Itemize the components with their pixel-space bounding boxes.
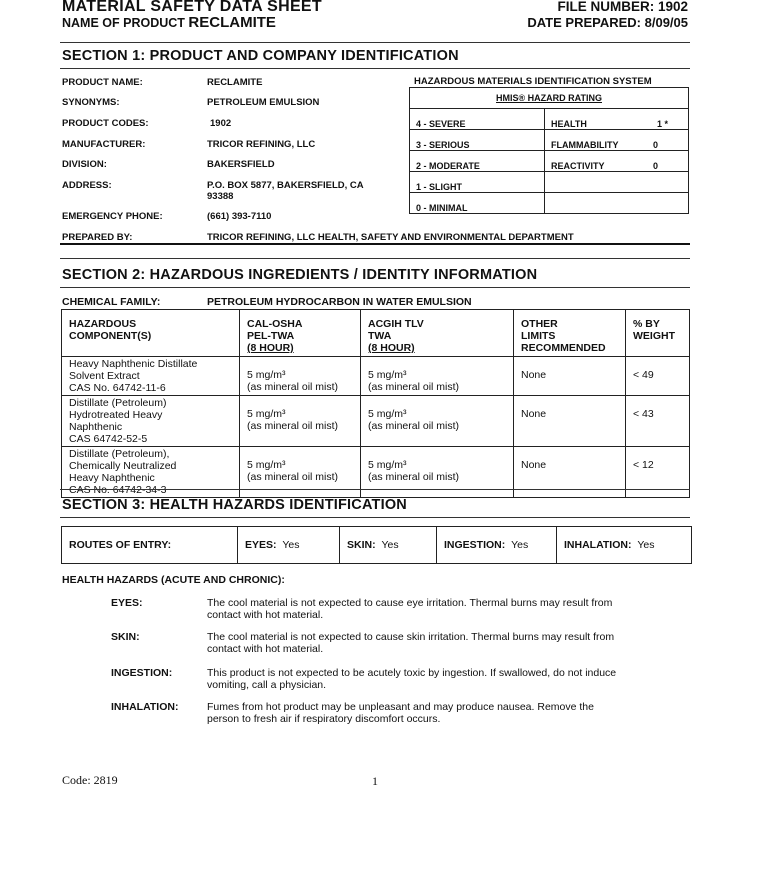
hmis-rating-name: REACTIVITY	[551, 161, 605, 171]
acgih-cell: 5 mg/m³ (as mineral oil mist)	[361, 447, 514, 498]
field-label: EMERGENCY PHONE:	[62, 211, 163, 222]
hmis-scale-item: 4 - SEVERE	[410, 109, 545, 130]
field-label: PREPARED BY:	[62, 232, 133, 243]
divider	[60, 489, 690, 490]
product-name-line	[62, 14, 276, 31]
divider	[60, 287, 690, 288]
field-label: DIVISION:	[62, 159, 107, 170]
hazard-description: The cool material is not expected to cause skin irritation. Thermal burns may result from contact with hot material.	[207, 631, 615, 655]
field-label: MANUFACTURER:	[62, 139, 146, 150]
table-row	[62, 357, 690, 396]
hazard-term: INGESTION:	[111, 667, 173, 679]
hmis-rating	[545, 151, 689, 172]
hmis-rating-name: FLAMMABILITY	[551, 140, 619, 150]
hmis-rating-value: 0	[652, 161, 658, 171]
component-cell: Heavy Naphthenic Distillate Solvent Extract CAS No. 64742-11-6	[62, 357, 240, 396]
hmis-scale-item: 0 - MINIMAL	[410, 193, 545, 214]
cal-osha-cell: 5 mg/m³ (as mineral oil mist)	[240, 396, 361, 447]
hazard-term: SKIN:	[111, 631, 140, 643]
document-title: MATERIAL SAFETY DATA SHEET	[62, 0, 322, 15]
acgih-cell: 5 mg/m³ (as mineral oil mist)	[361, 396, 514, 447]
component-cell: Distillate (Petroleum) Hydrotreated Heavy Naphthenic CAS 64742-52-5	[62, 396, 240, 447]
other-limits-cell: None	[514, 396, 626, 447]
route-ingestion: INGESTION: Yes	[437, 527, 557, 563]
field-label: ADDRESS:	[62, 180, 112, 191]
hmis-rating	[545, 109, 689, 130]
divider	[60, 42, 690, 43]
cal-osha-cell: 5 mg/m³ (as mineral oil mist)	[240, 447, 361, 498]
route-inhalation: INHALATION: Yes	[564, 539, 655, 551]
divider	[60, 258, 690, 259]
hazard-description: The cool material is not expected to cause eye irritation. Thermal burns may result from contact with hot material.	[207, 597, 613, 621]
field-value: BAKERSFIELD	[207, 159, 275, 170]
table-header-row	[62, 310, 690, 357]
section3-title: SECTION 3: HEALTH HAZARDS IDENTIFICATION	[62, 497, 407, 513]
field-label: SYNONYMS:	[62, 97, 120, 108]
component-cell: Distillate (Petroleum), Chemically Neutralized Heavy Naphthenic CAS No. 64742-34-3	[62, 447, 240, 498]
hazard-description: Fumes from hot product may be unpleasant and may produce nausea. Remove the person to fresh air if respiratory discomfort occurs.	[207, 701, 594, 725]
weight-cell: < 43	[626, 396, 690, 447]
hmis-empty-cell	[545, 193, 689, 214]
column-header: HAZARDOUS COMPONENT(S)	[62, 310, 240, 357]
divider	[60, 243, 690, 245]
hmis-scale-item: 1 - SLIGHT	[410, 172, 545, 193]
product-name-value: RECLAMITE	[188, 14, 276, 31]
hazard-description: This product is not expected to be acutely toxic by ingestion. If swallowed, do not induce vomiting, call a physician.	[207, 667, 617, 691]
field-value: TRICOR REFINING, LLC	[207, 139, 316, 150]
field-label: PRODUCT CODES:	[62, 118, 149, 129]
ingredients-table	[61, 309, 690, 498]
hmis-rating-title: HMIS® HAZARD RATING	[410, 88, 689, 109]
cal-osha-cell: 5 mg/m³ (as mineral oil mist)	[240, 357, 361, 396]
route-eyes: EYES: Yes	[238, 527, 340, 563]
hazard-term: INHALATION:	[111, 701, 179, 713]
field-label: PRODUCT NAME:	[62, 77, 143, 88]
field-value: TRICOR REFINING, LLC HEALTH, SAFETY AND ENVIRONMENTAL DEPARTMENT	[207, 232, 574, 243]
chemical-family-label: CHEMICAL FAMILY:	[62, 296, 161, 308]
chemical-family-value: PETROLEUM HYDROCARBON IN WATER EMULSION	[207, 296, 472, 308]
file-number: FILE NUMBER: 1902	[557, 0, 688, 14]
field-value: RECLAMITE	[207, 77, 263, 88]
routes-of-entry-box	[61, 526, 692, 564]
weight-cell: < 49	[626, 357, 690, 396]
hmis-rating-value: 0	[652, 140, 658, 150]
health-hazards-title: HEALTH HAZARDS (ACUTE AND CHRONIC):	[62, 574, 285, 586]
hmis-scale-item: 2 - MODERATE	[410, 151, 545, 172]
hmis-scale-item: 3 - SERIOUS	[410, 130, 545, 151]
route-skin: SKIN: Yes	[340, 527, 437, 563]
divider	[60, 68, 690, 69]
hmis-empty-cell	[545, 172, 689, 193]
other-limits-cell: None	[514, 447, 626, 498]
hmis-system-title: HAZARDOUS MATERIALS IDENTIFICATION SYSTEM	[414, 76, 652, 87]
column-header: OTHER LIMITS RECOMMENDED	[514, 310, 626, 357]
product-name-label: NAME OF PRODUCT	[62, 16, 185, 30]
hazard-term: EYES:	[111, 597, 143, 609]
field-value: 1902	[210, 118, 232, 129]
other-limits-cell: None	[514, 357, 626, 396]
column-header: CAL-OSHA PEL-TWA (8 HOUR)	[240, 310, 361, 357]
field-value: (661) 393-7110	[207, 211, 272, 222]
section2-title: SECTION 2: HAZARDOUS INGREDIENTS / IDENTITY INFORMATION	[62, 267, 538, 283]
hmis-rating-name: HEALTH	[551, 119, 587, 129]
field-value: 93388	[207, 191, 234, 202]
field-value: P.O. BOX 5877, BAKERSFIELD, CA	[207, 180, 364, 191]
date-prepared: DATE PREPARED: 8/09/05	[527, 15, 688, 30]
page-number: 1	[372, 774, 378, 788]
column-header: % BY WEIGHT	[626, 310, 690, 357]
routes-of-entry-label: ROUTES OF ENTRY:	[62, 527, 238, 563]
acgih-cell: 5 mg/m³ (as mineral oil mist)	[361, 357, 514, 396]
hmis-rating	[545, 130, 689, 151]
footer-code: Code: 2819	[62, 773, 118, 787]
column-header: ACGIH TLV TWA (8 HOUR)	[361, 310, 514, 357]
field-value: PETROLEUM EMULSION	[207, 97, 320, 108]
weight-cell: < 12	[626, 447, 690, 498]
hmis-table	[409, 87, 689, 214]
table-row	[62, 396, 690, 447]
hmis-rating-value: 1 *	[656, 119, 668, 129]
divider	[60, 517, 690, 518]
section1-title: SECTION 1: PRODUCT AND COMPANY IDENTIFICATION	[62, 48, 459, 64]
